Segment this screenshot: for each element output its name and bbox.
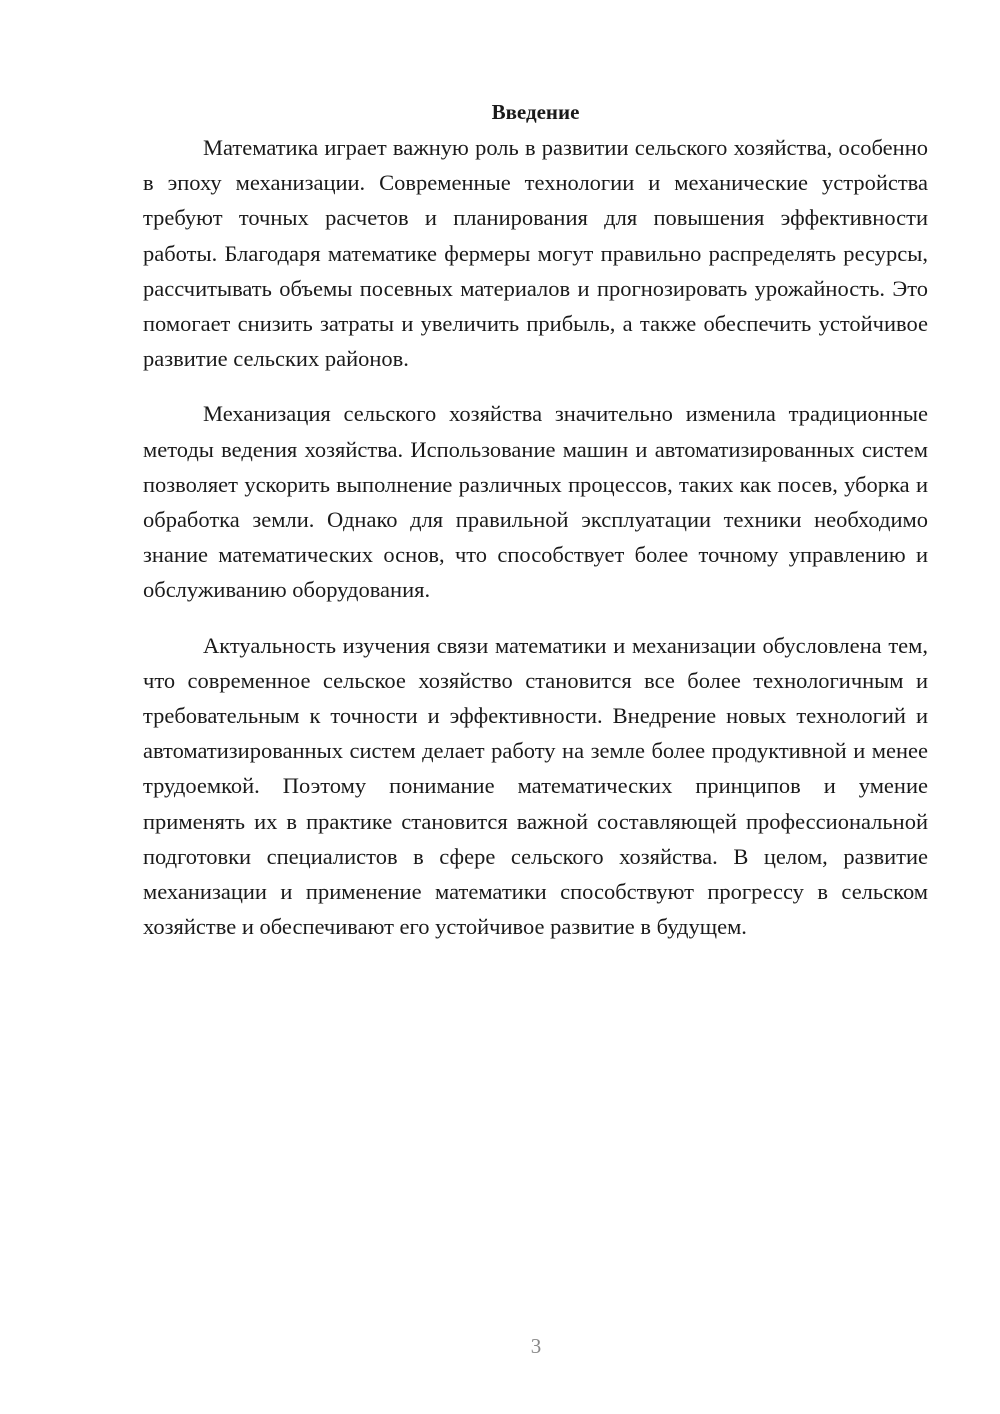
paragraph-3: Актуальность изучения связи математики и механизации обусловлена тем, что современное сельское хозяйство становится все более технологичным и требовательным к точности и эффективности. Внедрение новых технологий и автоматизированных систем делает работу на земле более продуктивной и менее трудоемкой. Поэтому понимание математических принципов и умение применять их в практике становится важной составляющей профессиональной подготовки специалистов в сфере сельского хозяйства. В целом, развитие механизации и применение математики способствуют прогрессу в сельском хозяйстве и обеспечивают его устойчивое развитие в будущем. [143,632,928,940]
page-content [143,96,928,964]
section-heading: Введение [491,100,580,124]
paragraph-1: Математика играет важную роль в развитии сельского хозяйства, особенно в эпоху механизации. Современные технологии и механические устройства требуют точных расчетов и планирования для повышения эффективности работы. Благодаря математике фермеры могут правильно распределять ресурсы, рассчитывать объемы посевных материалов и прогнозировать урожайность. Это помогает снизить затраты и увеличить прибыль, а также обеспечить устойчивое развитие сельских районов. [143,135,928,372]
page-number: 3 [530,1334,542,1358]
paragraph-2: Механизация сельского хозяйства значительно изменила традиционные методы ведения хозяйства. Использование машин и автоматизированных систем позволяет ускорить выполнение различных процессов, таких как посев, уборка и обработка земли. Однако для правильной эксплуатации техники необходимо знание математических основ, что способствует более точному управлению и обслуживанию оборудования. [143,401,928,603]
